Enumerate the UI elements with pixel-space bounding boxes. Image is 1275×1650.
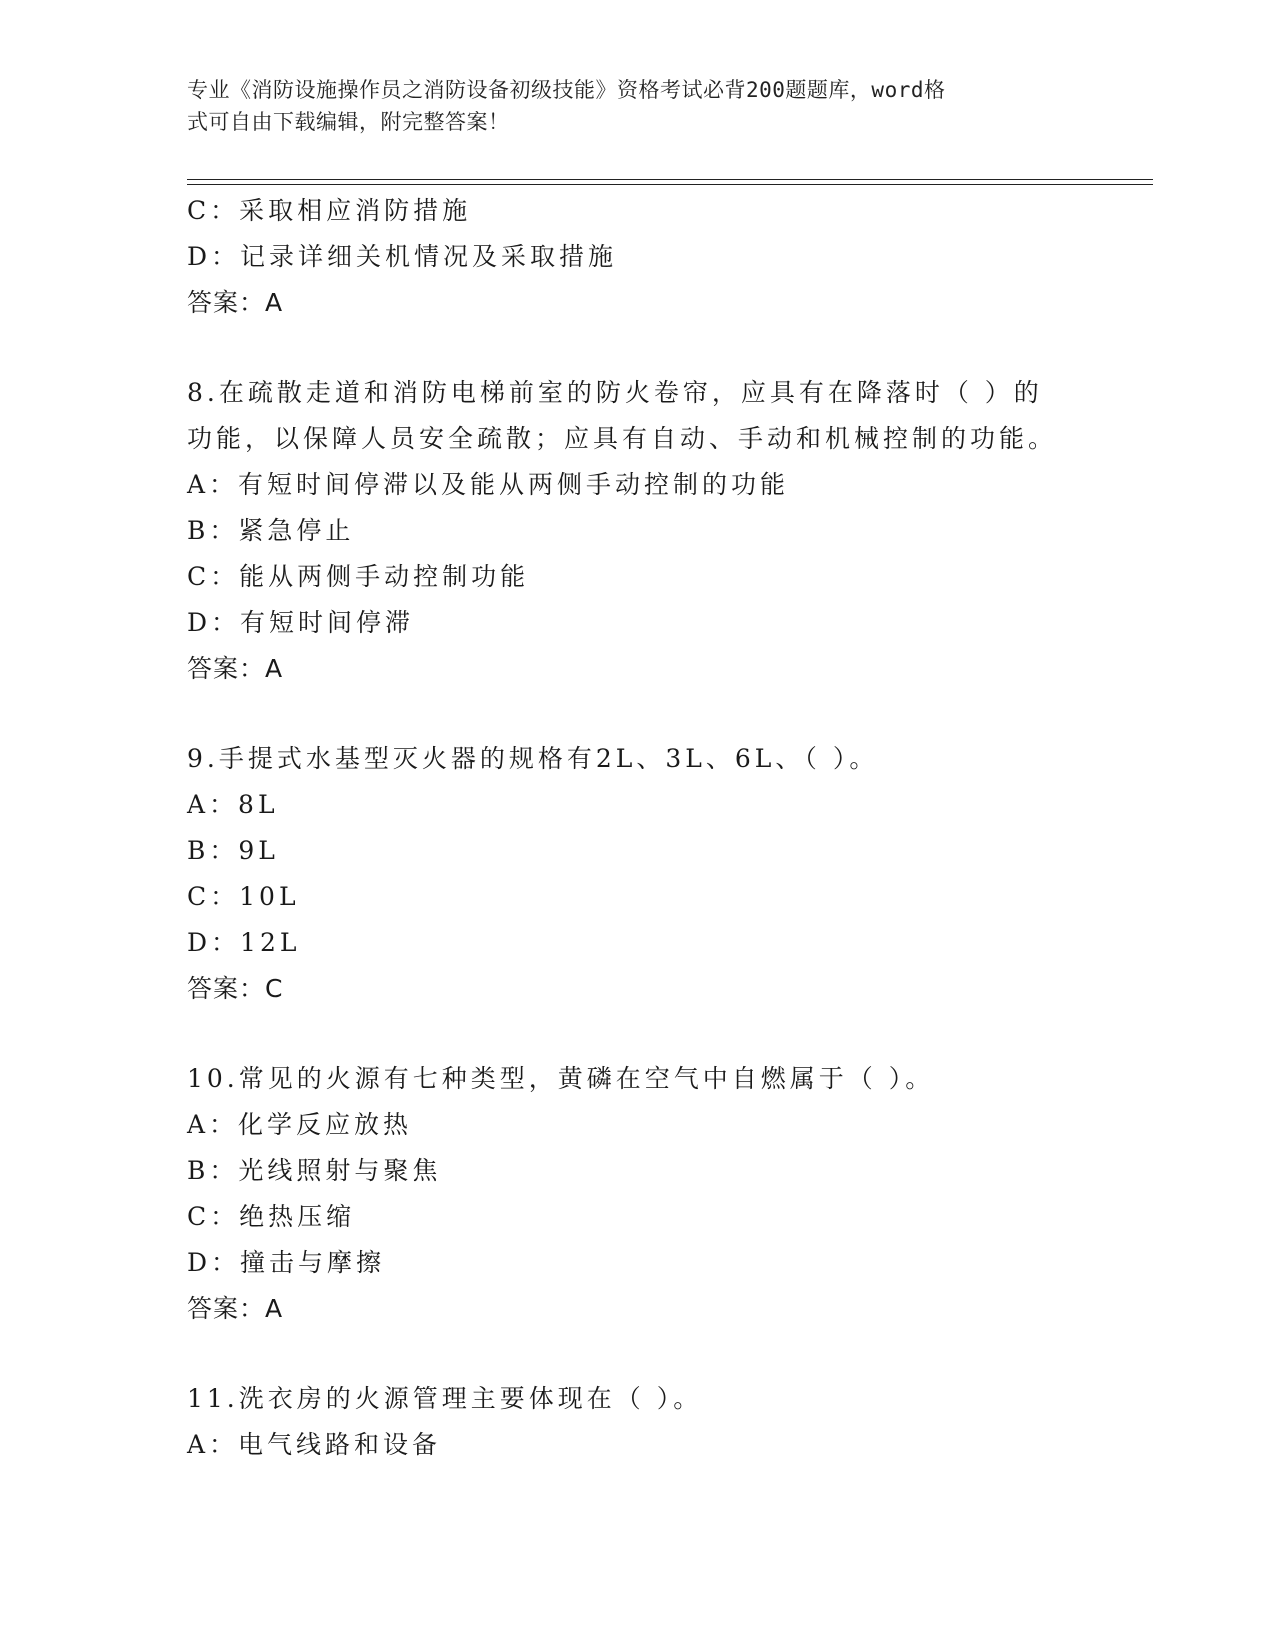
header-title-line-1: 专业《消防设施操作员之消防设备初级技能》资格考试必背200题题库，word格 <box>187 78 946 102</box>
question-list <box>187 188 1087 1468</box>
q8-stem-line-1: 8.在疏散走道和消防电梯前室的防火卷帘，应具有在降落时（ ）的 <box>187 378 1043 407</box>
spacer <box>187 692 1087 736</box>
q10-option-a: A：化学反应放热 <box>187 1110 413 1139</box>
q8-answer: 答案：A <box>187 654 284 683</box>
q8-option-c: C：能从两侧手动控制功能 <box>187 562 530 591</box>
q10-option-b: B：光线照射与聚焦 <box>187 1156 442 1185</box>
q10-option-d: D：撞击与摩擦 <box>187 1248 386 1277</box>
q9-option-b: B：9L <box>187 836 279 865</box>
q7-option-c: C：采取相应消防措施 <box>187 196 472 225</box>
header-divider-top <box>187 179 1153 180</box>
q11-option-a: A：电气线路和设备 <box>187 1430 442 1459</box>
spacer <box>187 326 1087 370</box>
document-header <box>187 74 1067 138</box>
q7-answer: 答案：A <box>187 288 284 317</box>
q10-option-c: C：绝热压缩 <box>187 1202 356 1231</box>
header-title-line-2: 式可自由下载编辑，附完整答案！ <box>187 110 510 134</box>
q8-stem-line-2: 功能，以保障人员安全疏散；应具有自动、手动和机械控制的功能。 <box>187 424 1058 453</box>
q10-answer: 答案：A <box>187 1294 284 1323</box>
spacer <box>187 1012 1087 1056</box>
question-7 <box>187 188 1087 326</box>
q8-option-a: A：有短时间停滞以及能从两侧手动控制的功能 <box>187 470 790 499</box>
header-divider-bottom <box>187 184 1153 185</box>
q8-option-d: D：有短时间停滞 <box>187 608 415 637</box>
question-11 <box>187 1376 1087 1468</box>
question-9 <box>187 736 1087 1012</box>
q9-option-d: D：12L <box>187 928 301 957</box>
q8-option-b: B：紧急停止 <box>187 516 355 545</box>
spacer <box>187 1332 1087 1376</box>
q7-option-d: D：记录详细关机情况及采取措施 <box>187 242 618 271</box>
q9-stem: 9.手提式水基型灭火器的规格有2L、3L、6L、（ ）。 <box>187 744 879 773</box>
question-10 <box>187 1056 1087 1332</box>
q11-stem: 11.洗衣房的火源管理主要体现在（ ）。 <box>187 1384 703 1413</box>
q9-option-c: C：10L <box>187 882 300 911</box>
q10-stem: 10.常见的火源有七种类型，黄磷在空气中自燃属于（ ）。 <box>187 1064 935 1093</box>
q9-answer: 答案：C <box>187 974 284 1003</box>
q9-option-a: A：8L <box>187 790 279 819</box>
question-8 <box>187 370 1087 692</box>
